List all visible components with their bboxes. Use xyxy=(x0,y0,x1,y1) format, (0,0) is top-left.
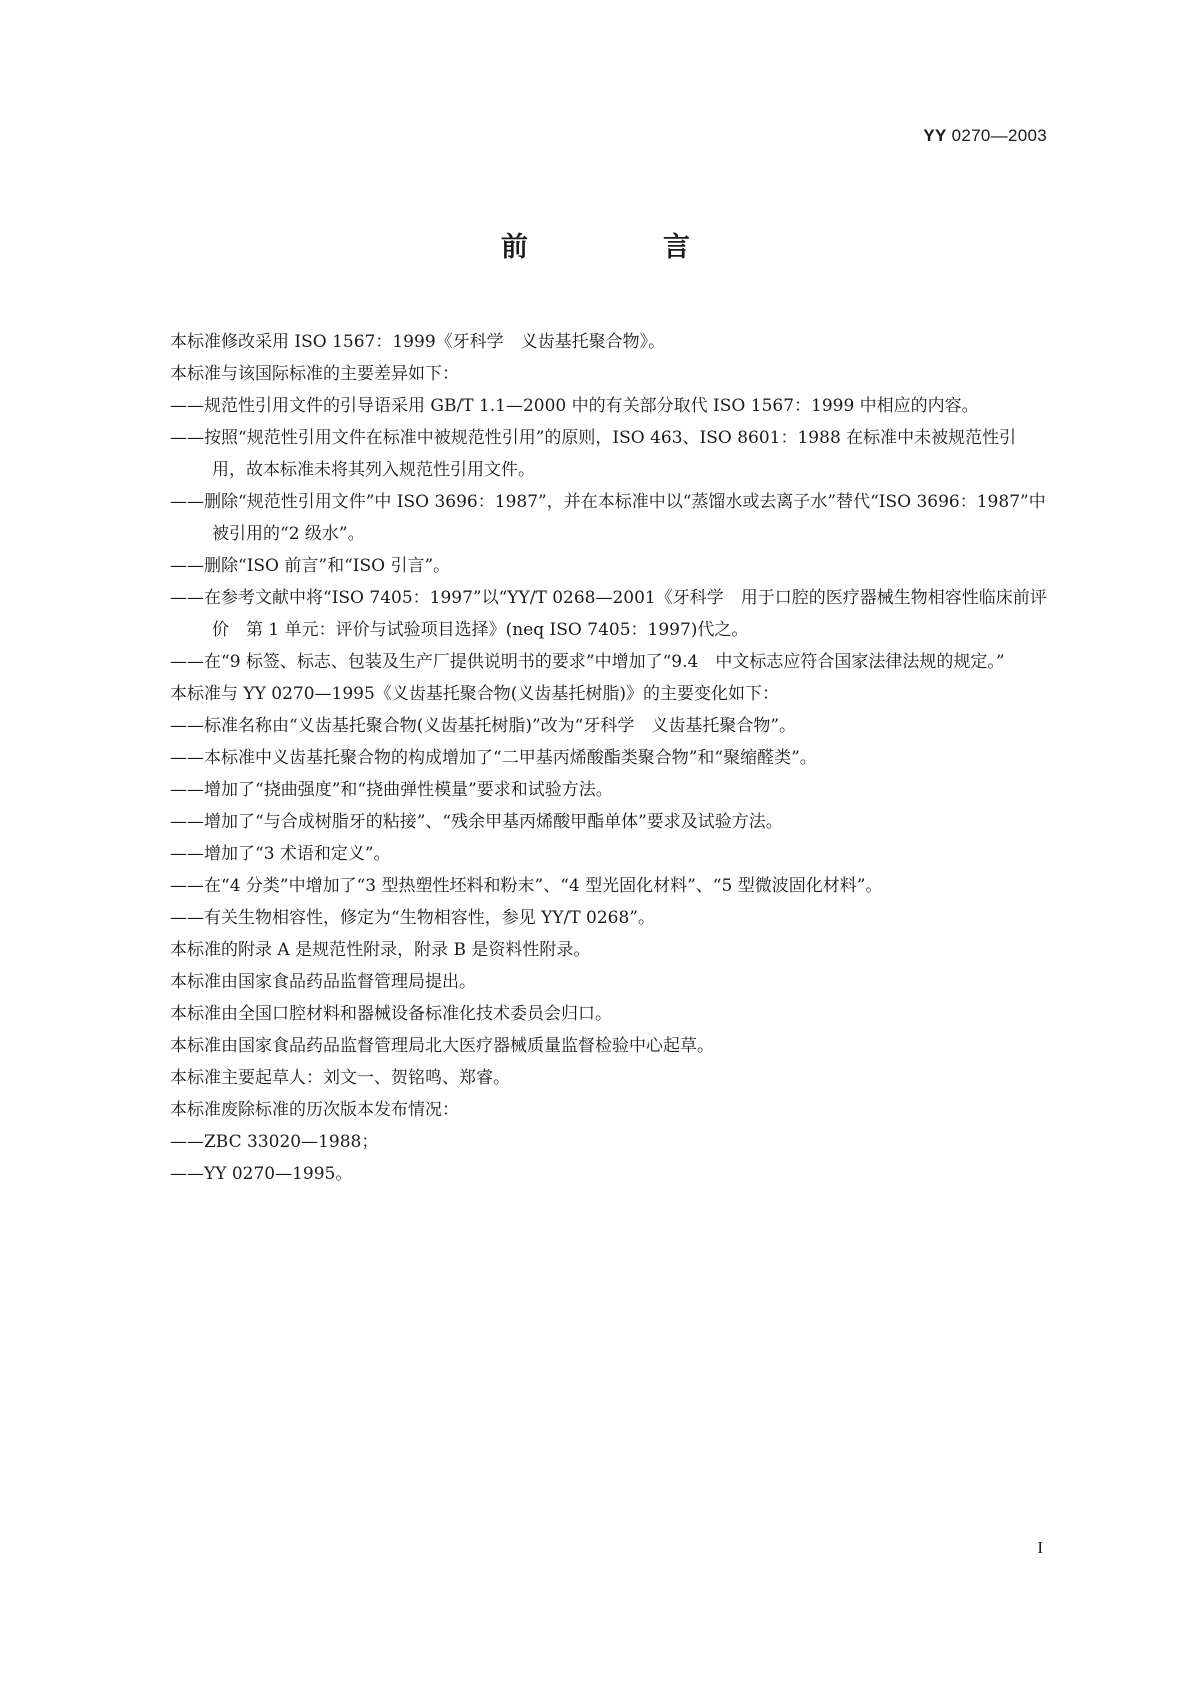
difference-item: ——在“9 标签、标志、包装及生产厂提供说明书的要求”中增加了“9.4 中文标志应符合国家法律法规的规定。” xyxy=(170,652,1005,672)
page-number: I xyxy=(1037,1538,1043,1557)
standard-code: 0270—2003 xyxy=(951,126,1047,145)
change-item: ——增加了“与合成树脂牙的粘接”、“残余甲基丙烯酸甲酯单体”要求及试验方法。 xyxy=(170,812,783,832)
difference-item: ——删除“ISO 前言”和“ISO 引言”。 xyxy=(170,556,451,576)
change-item: ——增加了“3 术语和定义”。 xyxy=(170,844,391,864)
change-item: ——有关生物相容性，修定为“生物相容性，参见 YY/T 0268”。 xyxy=(170,908,655,928)
history-intro: 本标准废除标准的历次版本发布情况： xyxy=(170,1100,459,1120)
differences-intro: 本标准与该国际标准的主要差异如下： xyxy=(170,364,459,384)
drafter-org-statement: 本标准由国家食品药品监督管理局北大医疗器械质量监督检验中心起草。 xyxy=(170,1036,714,1056)
drafters-statement: 本标准主要起草人：刘文一、贺铭鸣、郑睿。 xyxy=(170,1068,510,1088)
history-item: ——ZBC 33020—1988； xyxy=(170,1132,379,1152)
standard-prefix: YY xyxy=(923,126,947,145)
proposer-statement: 本标准由国家食品药品监督管理局提出。 xyxy=(170,972,476,992)
committee-statement: 本标准由全国口腔材料和器械设备标准化技术委员会归口。 xyxy=(170,1004,612,1024)
foreword-body xyxy=(170,326,1048,1190)
annex-statement: 本标准的附录 A 是规范性附录，附录 B 是资料性附录。 xyxy=(170,940,591,960)
page-title: 前 言 xyxy=(501,232,744,263)
difference-item: ——按照“规范性引用文件在标准中被规范性引用”的原则，ISO 463、ISO 8601：1988 在标准中未被规范性引用，故本标准未将其列入规范性引用文件。 xyxy=(170,428,1017,480)
history-item: ——YY 0270—1995。 xyxy=(170,1164,353,1184)
standard-number xyxy=(923,126,1047,146)
change-item: ——标准名称由“义齿基托聚合物(义齿基托树脂)”改为“牙科学 义齿基托聚合物”。 xyxy=(170,716,797,736)
changes-intro: 本标准与 YY 0270—1995《义齿基托聚合物(义齿基托树脂)》的主要变化如下： xyxy=(170,684,780,704)
change-item: ——增加了“挠曲强度”和“挠曲弹性模量”要求和试验方法。 xyxy=(170,780,613,800)
change-item: ——本标准中义齿基托聚合物的构成增加了“二甲基丙烯酸酯类聚合物”和“聚缩醛类”。 xyxy=(170,748,817,768)
difference-item: ——在参考文献中将“ISO 7405：1997”以“YY/T 0268—2001《牙科学 用于口腔的医疗器械生物相容性临床前评价 第 1 单元：评价与试验项目选择》(neq ISO 7405：1997)代之。 xyxy=(170,588,1047,640)
change-item: ——在“4 分类”中增加了“3 型热塑性坯料和粉末”、“4 型光固化材料”、“5 型微波固化材料”。 xyxy=(170,876,883,896)
difference-item: ——删除“规范性引用文件”中 ISO 3696：1987”，并在本标准中以“蒸馏水或去离子水”替代“ISO 3696：1987”中被引用的“2 级水”。 xyxy=(170,492,1046,544)
difference-item: ——规范性引用文件的引导语采用 GB/T 1.1—2000 中的有关部分取代 ISO 1567：1999 中相应的内容。 xyxy=(170,396,979,416)
adoption-statement: 本标准修改采用 ISO 1567：1999《牙科学 义齿基托聚合物》。 xyxy=(170,332,666,352)
